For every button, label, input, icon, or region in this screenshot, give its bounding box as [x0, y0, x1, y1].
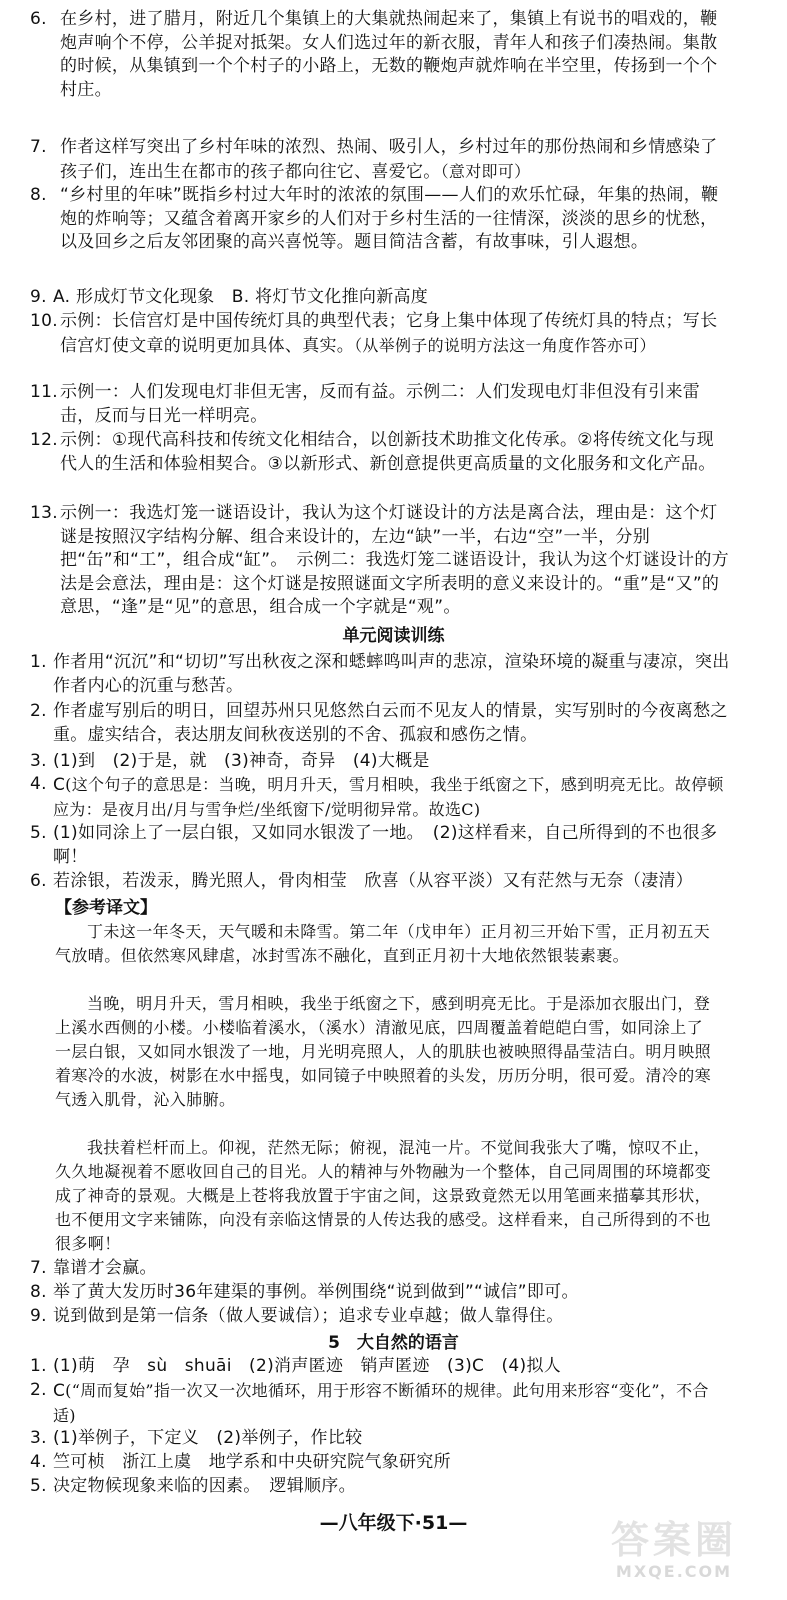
lesson-item-5 — [30, 1475, 730, 1499]
answer-item-9 — [30, 286, 730, 310]
item-text: (1)萌 孕 sù shuāi (2)消声匿迹 销声匿迹 (3)C (4)拟人 — [53, 1356, 562, 1376]
item-text: 示例：①现代高科技和传统文化相结合，以创新技术助推文化传承。②将传统文化与现代人的生活和体验相契合。③以新形式、新创意提供更高质量的文化服务和文化产品。 — [60, 430, 716, 474]
item-text: C — [53, 1381, 66, 1401]
section-heading: 单元阅读训练 — [342, 626, 445, 646]
watermark-logo — [579, 1518, 769, 1590]
reading-item-4 — [30, 773, 730, 822]
translation-paragraph: 当晚，明月升天，雪月相映，我坐于纸窗之下，感到明亮无比。于是添加衣服出门，登上溪水西侧的小楼。小楼临着溪水，（溪水）清澈见底，四周覆盖着皑皑白雪，如同涂上了一层白银，又如同水银泼了一地，月光明亮照人，人的肌肤也被映照得晶莹洁白。明月映照着寒冷的水波，树影在水中摇曳，如同镜子中映照着的头发，历历分明，很可爱。清冷的寒气透入肌骨，沁入肺腑。 — [55, 994, 712, 1109]
item-note: (“周而复始”指一次又一次地循环，用于形容不断循环的规律。此句用来形容“变化”，不合适) — [53, 1381, 709, 1425]
item-note: (这个句子的意思是：当晚，明月升天，雪月相映，我坐于纸窗之下，感到明亮无比。故停顿应为：是夜月出/月与雪争烂/坐纸窗下/觉明彻异常。故选C) — [53, 775, 724, 819]
item-text: 作者用“沉沉”和“切切”写出秋夜之深和蟋蟀鸣叫声的悲凉，渲染环境的凝重与凄凉，突出作者内心的沉重与愁苦。 — [53, 652, 730, 696]
answer-item-6 — [30, 8, 730, 102]
item-text: 示例一：人们发现电灯非但无害，反而有益。示例二：人们发现电灯非但没有引来雷击，反而与日光一样明亮。 — [60, 382, 701, 426]
lesson-item-4 — [30, 1451, 730, 1475]
item-text: (1)到 (2)于是，就 (3)神奇，奇异 (4)大概是 — [53, 751, 430, 771]
lesson-item-3 — [30, 1427, 730, 1451]
item-text: 举了黄大发历时36年建渠的事例。举例围绕“说到做到”“诚信”即可。 — [53, 1282, 579, 1302]
watermark-url: MXQE.COM — [615, 1562, 733, 1581]
item-number: 9. — [30, 1306, 47, 1326]
item-text: 作者这样写突出了乡村年味的浓烈、热闹、吸引人，乡村过年的那份热闹和乡情感染了孩子们，连出生在都市的孩子都向往它、喜爱它。 — [60, 137, 718, 182]
item-number: 4. — [30, 774, 47, 794]
lesson-item-2 — [30, 1379, 730, 1428]
item-text: C — [53, 775, 66, 795]
reading-item-9 — [30, 1305, 730, 1329]
item-text: 示例：长信宫灯是中国传统灯具的典型代表；它身上集中体现了传统灯具的特点；写长信宫灯使文章的说明更加具体、真实。 — [60, 311, 718, 356]
item-number: 7. — [30, 1258, 47, 1278]
item-number: 4. — [30, 1452, 47, 1472]
item-text: 作者虚写别后的明日，回望苏州只见悠然白云而不见友人的情景，实写别时的今夜离愁之重。虚实结合，表达朋友间秋夜送别的不舍、孤寂和感伤之情。 — [53, 701, 728, 745]
reading-item-7 — [30, 1257, 730, 1281]
item-number: 1. — [30, 1356, 47, 1376]
item-number: 5. — [30, 1476, 47, 1496]
translation-paragraph: 丁未这一年冬天，天气暖和未降雪。第二年（戊申年）正月初三开始下雪，正月初五天气放晴。但依然寒风肆虐，冰封雪冻不融化，直到正月初十大地依然银装素裹。 — [55, 922, 711, 965]
item-text: 示例一：我选灯笼一谜语设计，我认为这个灯谜设计的方法是离合法，理由是：这个灯谜是按照汉字结构分解、组合来设计的，左边“缺”一半，右边“空”一半，分别把“缶”和“工”，组合成“缸”。 示例二：我选灯笼二谜语设计，我认为这个灯谜设计的方法是会意法，理由是：这个灯谜是按照谜面文字所表明的意义来设计的。“重”是“又”的意思，“逢”是“见”的意思，组合成一个字就是“观”。 — [60, 503, 729, 617]
reading-item-8 — [30, 1281, 730, 1305]
item-number: 8. — [30, 1282, 47, 1302]
item-number: 13. — [30, 503, 58, 523]
answer-item-10 — [30, 310, 730, 358]
item-text: 竺可桢 浙江上虞 地学系和中央研究院气象研究所 — [53, 1452, 451, 1472]
item-text: 说到做到是第一信条（做人要诚信）；追求专业卓越；做人靠得住。 — [53, 1306, 564, 1326]
reading-item-6 — [30, 870, 730, 894]
item-number: 2. — [30, 701, 47, 721]
item-note: （从举例子的说明方法这一角度作答亦可） — [354, 335, 656, 355]
reference-translation-label: 【参考译文】 — [55, 898, 157, 918]
item-number: 9. — [30, 287, 47, 307]
translation-paragraph: 我扶着栏杆而上。仰视，茫然无际；俯视，混沌一片。不觉间我张大了嘴，惊叹不止，久久地凝视着不愿收回自己的目光。人的精神与外物融为一个整体，自己同周围的环境都变成了神奇的景观。大概是上苍将我放置于宇宙之间，这景致竟然无以用笔画来描摹其形状，也不便用文字来铺陈，向没有亲临这情景的人传达我的感受。这样看来，自己所得到的不也很多啊！ — [55, 1138, 712, 1253]
item-text: 决定物候现象来临的因素。 逻辑顺序。 — [53, 1476, 356, 1496]
item-number: 6. — [30, 871, 47, 891]
item-number: 7. — [30, 137, 47, 157]
answer-item-11 — [30, 381, 730, 428]
reading-item-5 — [30, 822, 730, 869]
item-number: 3. — [30, 1428, 47, 1448]
item-text: (1)举例子，下定义 (2)举例子，作比较 — [53, 1428, 363, 1448]
answer-item-12 — [30, 429, 730, 476]
item-text: 在乡村，进了腊月，附近几个集镇上的大集就热闹起来了，集镇上有说书的唱戏的，鞭炮声响个不停，公羊捉对抵架。女人们选过年的新衣服，青年人和孩子们凑热闹。集散的时候，从集镇到一个个村子的小路上，无数的鞭炮声就炸响在半空里，传扬到一个个村庄。 — [60, 9, 718, 100]
item-number: 12. — [30, 430, 58, 450]
item-text: “乡村里的年味”既指乡村过大年时的浓浓的氛围——人们的欢乐忙碌，年集的热闹，鞭炮的炸响等；又蕴含着离开家乡的人们对于乡村生活的一往情深，淡淡的思乡的忧愁，以及回乡之后友邻团聚的高兴喜悦等。题目简洁含蓄，有故事味，引人遐想。 — [60, 185, 719, 252]
item-text: (1)如同涂上了一层白银，又如同水银泼了一地。 (2)这样看来，自己所得到的不也很多啊！ — [53, 823, 718, 867]
item-text: 若涂银，若泼汞，腾光照人，骨肉相莹 欣喜（从容平淡）又有茫然与无奈（凄清） — [53, 871, 694, 891]
reading-item-3 — [30, 750, 730, 774]
lesson-item-1 — [30, 1355, 730, 1379]
item-number: 2. — [30, 1380, 47, 1400]
answer-item-13 — [30, 502, 730, 620]
reading-item-2 — [30, 700, 730, 747]
item-number: 1. — [30, 652, 47, 672]
item-number: 11. — [30, 382, 58, 402]
page-footer: —八年级下·51— — [319, 1512, 468, 1534]
item-number: 3. — [30, 751, 47, 771]
item-text: 靠谱才会赢。 — [53, 1258, 157, 1278]
answer-item-8 — [30, 184, 730, 255]
item-text: A. 形成灯节文化现象 B. 将灯节文化推向新高度 — [53, 287, 429, 307]
item-note: （意对即可） — [440, 161, 531, 181]
item-number: 5. — [30, 823, 47, 843]
lesson-heading: 5 大自然的语言 — [328, 1333, 459, 1353]
item-number: 8. — [30, 185, 47, 205]
watermark-text: 答案圈 — [610, 1518, 737, 1562]
item-number: 6. — [30, 9, 47, 29]
item-number: 10. — [30, 311, 58, 331]
reading-item-1 — [30, 651, 730, 698]
answer-item-7 — [30, 136, 730, 184]
